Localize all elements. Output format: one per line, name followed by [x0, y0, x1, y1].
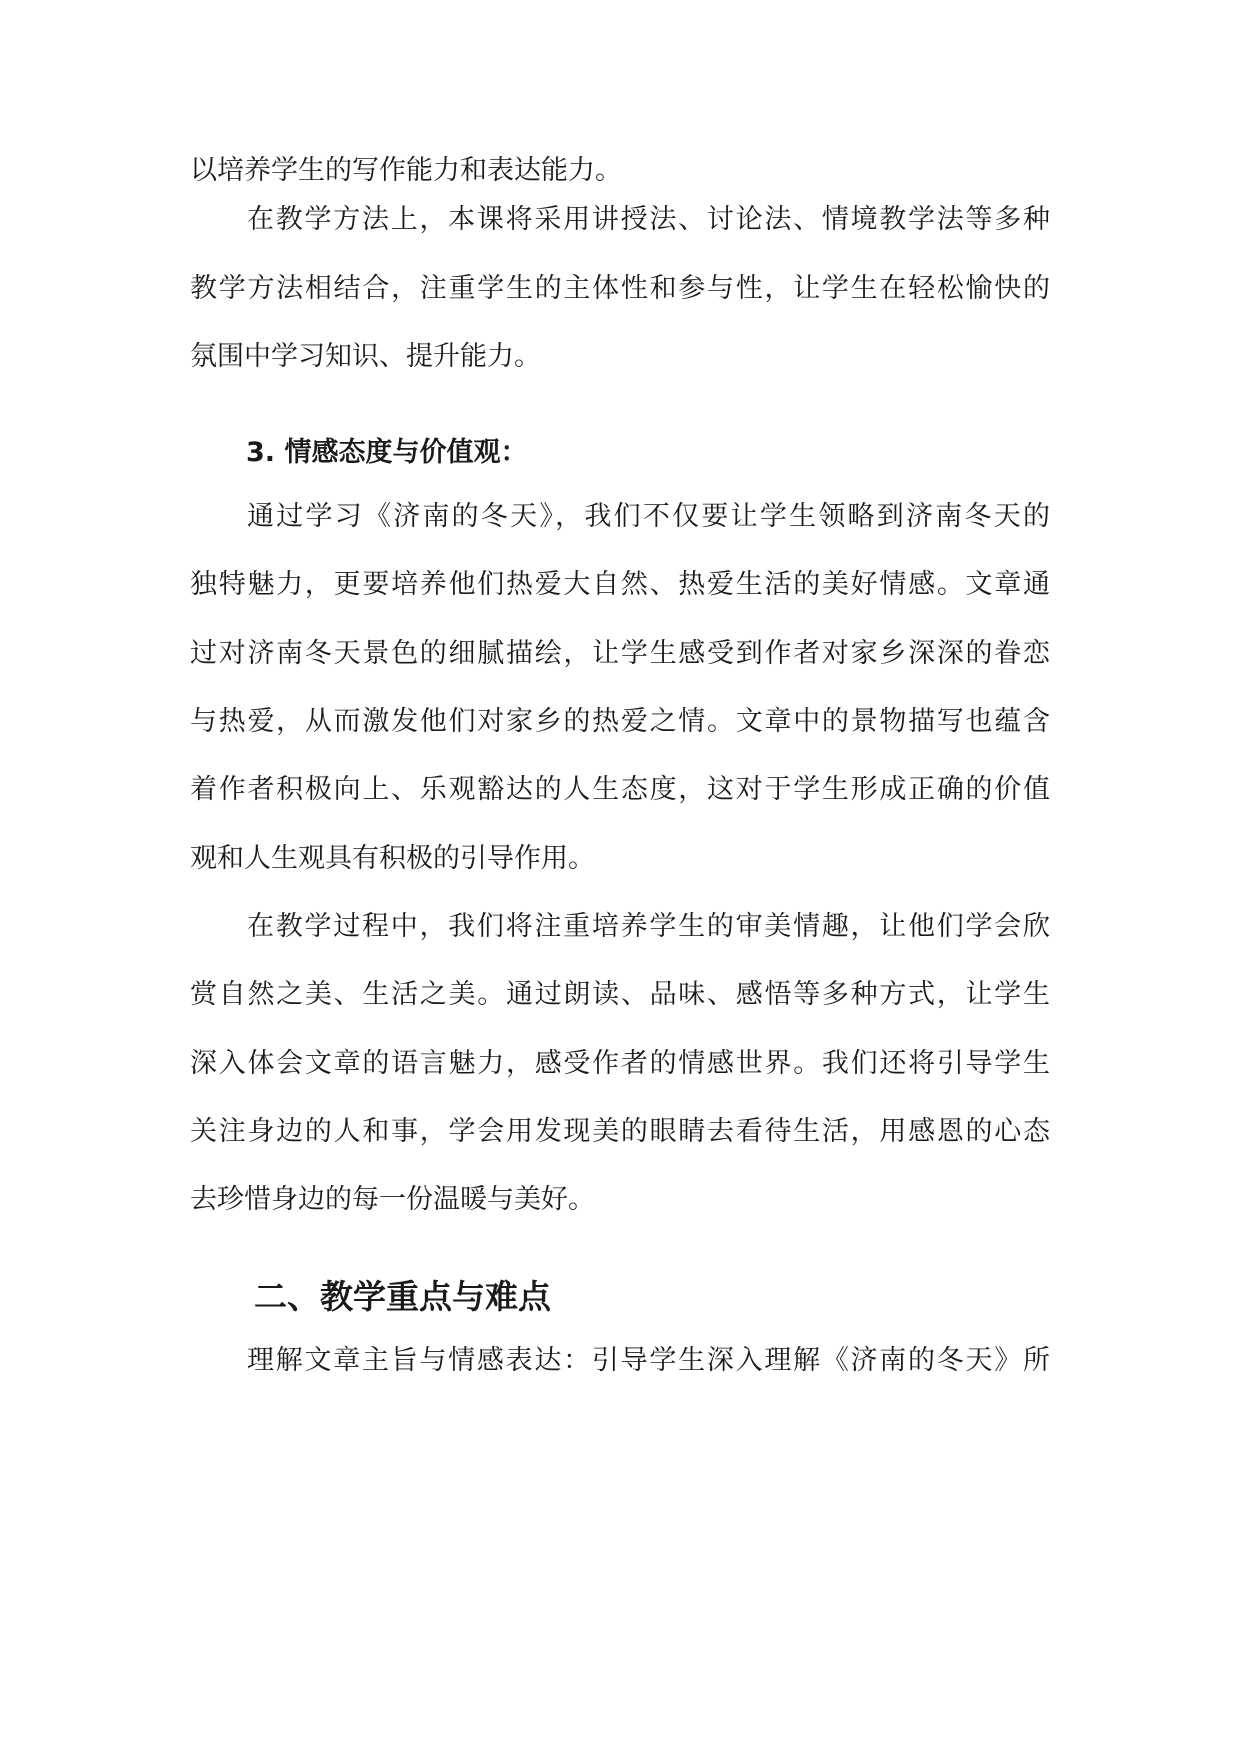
paragraph-line: 教学方法相结合，注重学生的主体性和参与性，让学生在轻松愉快的: [190, 273, 1050, 304]
paragraph-line: 去珍惜身边的每一份温暖与美好。: [190, 1184, 595, 1215]
paragraph-line: 着作者积极向上、乐观豁达的人生态度，这对于学生形成正确的价值: [190, 774, 1050, 805]
paragraph-line: 氛围中学习知识、提升能力。: [190, 341, 541, 372]
paragraph-line: 观和人生观具有积极的引导作用。: [190, 843, 595, 874]
paragraph-line: 独特魅力，更要培养他们热爱大自然、热爱生活的美好情感。文章通: [190, 569, 1050, 600]
paragraph-line: 在教学方法上，本课将采用讲授法、讨论法、情境教学法等多种: [247, 204, 1050, 235]
paragraph-line: 理解文章主旨与情感表达：引导学生深入理解《济南的冬天》所: [247, 1345, 1050, 1376]
paragraph-line: 在教学过程中，我们将注重培养学生的审美情趣，让他们学会欣: [247, 911, 1050, 942]
paragraph-line: 以培养学生的写作能力和表达能力。: [190, 155, 622, 186]
paragraph-line: 赏自然之美、生活之美。通过朗读、品味、感悟等多种方式，让学生: [190, 979, 1050, 1010]
section-heading-emotion: 3. 情感态度与价值观：: [246, 437, 528, 468]
paragraph-line: 深入体会文章的语言魅力，感受作者的情感世界。我们还将引导学生: [190, 1048, 1050, 1079]
paragraph-line: 过对济南冬天景色的细腻描绘，让学生感受到作者对家乡深深的眷恋: [190, 638, 1050, 669]
section-heading-key-points: 二、教学重点与难点: [254, 1277, 551, 1316]
paragraph-line: 关注身边的人和事，学会用发现美的眼睛去看待生活，用感恩的心态: [190, 1116, 1050, 1147]
paragraph-line: 与热爱，从而激发他们对家乡的热爱之情。文章中的景物描写也蕴含: [190, 706, 1050, 737]
paragraph-line: 通过学习《济南的冬天》，我们不仅要让学生领略到济南冬天的: [247, 501, 1050, 532]
